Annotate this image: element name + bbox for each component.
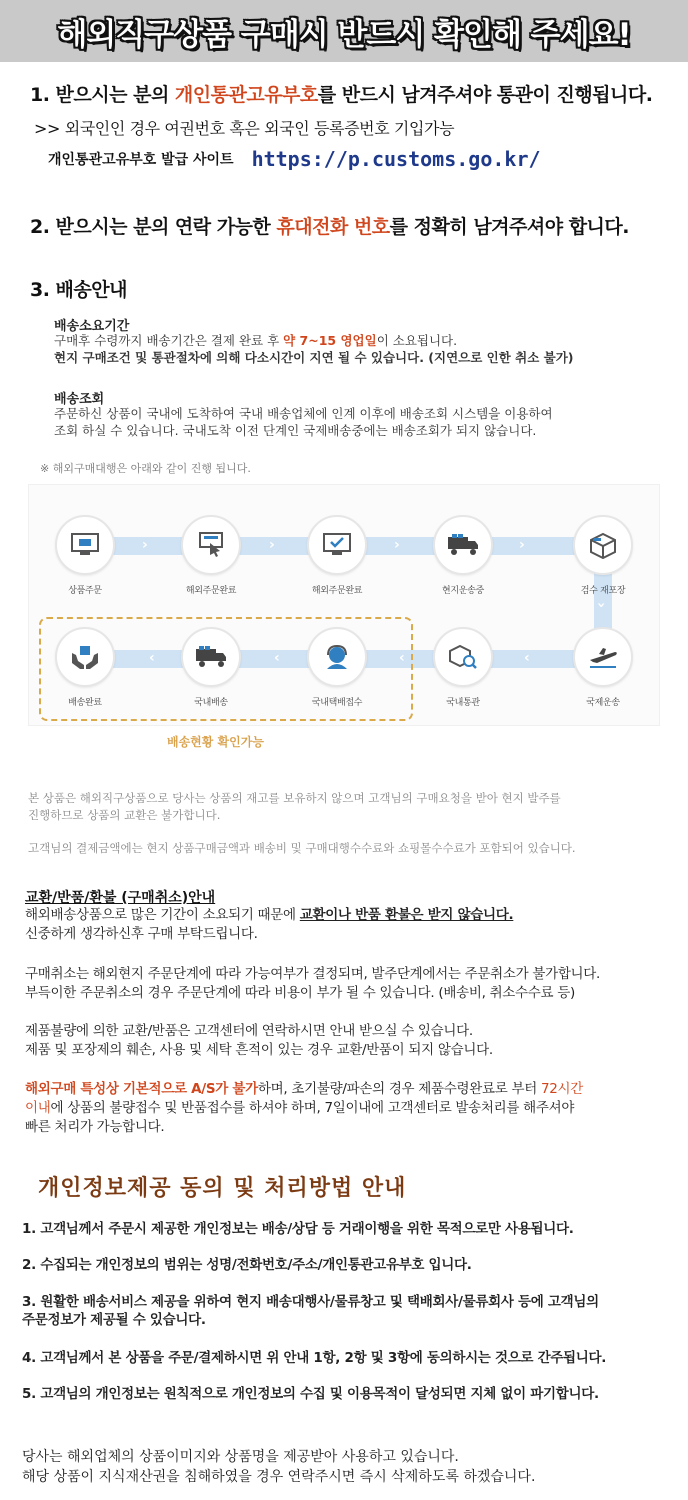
flow-step-local-transit: [421, 515, 505, 596]
exchange-p3-line2: 제품 및 포장제의 훼손, 사용 및 세탁 흔적이 있는 경우 교환/반품이 되지 않습니다.: [25, 1042, 493, 1058]
truck-icon: [194, 645, 228, 669]
flow-step-domestic-delivery: [169, 627, 253, 708]
exchange-title: 교환/반품/환불 (구매취소)안내: [25, 890, 216, 906]
flow-step-order: [43, 515, 127, 596]
privacy-item-3-line1: 3. 원활한 배송서비스 제공을 위하여 현지 배송대행사/물류창고 및 택배회사/물류회사 등에 고객님의: [22, 1294, 599, 1310]
tracking-line1: 주문하신 상품이 국내에 도착하여 국내 배송업체에 인계 이후에 배송조회 시스템을 이용하여: [54, 406, 553, 421]
box-search-icon: [448, 643, 478, 671]
customs-site-row: [48, 147, 541, 171]
section2-highlight: 휴대전화 번호: [276, 216, 390, 238]
chevron-left-icon: ‹: [149, 650, 155, 666]
flow-step-delivered: [43, 627, 127, 708]
chevron-right-icon: ›: [142, 537, 148, 553]
note-line3: 고객님의 결제금액에는 현지 상품구매금액과 배송비 및 구매대행수수료와 쇼핑몰수수료가 포함되어 있습니다.: [28, 841, 576, 855]
flow-step-label: 검수 재포장: [580, 586, 626, 596]
top-banner: [0, 0, 688, 62]
exchange-p4-line2-post: 에 상품의 불량접수 및 반품접수를 하셔야 하며, 7일이내에 고객센터로 발송처리를 해주셔야: [50, 1100, 575, 1116]
chevron-right-icon: ›: [269, 537, 275, 553]
section1-heading: [30, 80, 652, 107]
period-line1: [54, 332, 457, 349]
flow-step-label: 배송완료: [68, 698, 102, 708]
tap-device-icon: [196, 531, 226, 559]
privacy-item-3-line2: 주문정보가 제공될 수 있습니다.: [22, 1312, 206, 1328]
exchange-p4-line2: [25, 1099, 574, 1117]
process-note: ※ 해외구매대행은 아래와 같이 진행 됩니다.: [40, 462, 251, 475]
truck-icon: [446, 533, 480, 557]
monitor-check-icon: [322, 532, 352, 558]
period-title: 배송소요기간: [54, 319, 130, 334]
section2-heading: [30, 212, 629, 239]
chevron-right-icon: ›: [519, 537, 525, 553]
chevron-down-icon: ›: [592, 602, 609, 608]
period-line1-highlight: 약 7~15 영업일: [283, 333, 377, 348]
airplane-icon: [587, 644, 619, 670]
headset-agent-icon: [322, 643, 352, 671]
exchange-p3-line1: 제품불량에 의한 교환/반품은 고객센터에 연락하시면 안내 받으실 수 있습니다.: [25, 1023, 473, 1039]
process-flow-diagram: [28, 484, 660, 726]
section1-sub: >> 외국인인 경우 여권번호 혹은 외국인 등록증번호 기입가능: [34, 119, 455, 138]
section2-pre: 2. 받으시는 분의 연락 가능한: [30, 216, 277, 238]
section3-heading: 3. 배송안내: [30, 279, 127, 301]
tracking-line2: 조회 하실 수 있습니다. 국내도착 이전 단계인 국제배송중에는 배송조회가 되지 않습니다.: [54, 423, 537, 438]
exchange-p2-line1: 구매취소는 해외현지 주문단계에 따라 가능여부가 결정되며, 발주단계에서는 주문취소가 불가합니다.: [25, 966, 601, 982]
chevron-right-icon: ›: [394, 537, 400, 553]
flow-step-courier-receipt: [295, 627, 379, 708]
privacy-item-4: 4. 고객님께서 본 상품을 주문/결제하시면 위 안내 1항, 2항 및 3항에 동의하시는 것으로 간주됩니다.: [22, 1350, 607, 1366]
note-line2: 진행하므로 상품의 교환은 불가합니다.: [28, 808, 221, 822]
flow-step-international: [561, 627, 645, 708]
chevron-left-icon: ‹: [524, 650, 530, 666]
section1-post: 를 반드시 남겨주셔야 통관이 진행됩니다.: [317, 84, 653, 106]
flow-step-inspect-repack: [561, 515, 645, 596]
exchange-p1-line2: 신중하게 생각하신후 구매 부탁드립니다.: [25, 926, 258, 942]
flow-step-customs: [421, 627, 505, 708]
section2-post: 를 정확히 남겨주셔야 합니다.: [389, 216, 629, 238]
note-line1: 본 상품은 해외직구상품으로 당사는 상품의 재고를 보유하지 않으며 고객님의 구매요청을 받아 현지 발주를: [28, 791, 561, 805]
footer-line2: 해당 상품이 지식재산권을 침해하였을 경우 연락주시면 즉시 삭제하도록 하겠습니다.: [22, 1469, 536, 1485]
tracking-title: 배송조회: [54, 392, 105, 407]
exchange-p4-highlight3: 이내: [25, 1100, 51, 1116]
flow-step-label: 해외주문완료: [311, 586, 363, 596]
flow-step-overseas-order: [169, 515, 253, 596]
exchange-p4-line3: 빠른 처리가 가능합니다.: [25, 1119, 165, 1135]
exchange-p1-pre: 해외배송상품으로 많은 기간이 소요되기 때문에: [25, 907, 300, 923]
exchange-p1-underline: 교환이나 반품 환불은 받지 않습니다.: [299, 907, 514, 923]
footer-line1: 당사는 해외업체의 상품이미지와 상품명을 제공받아 사용하고 있습니다.: [22, 1449, 459, 1465]
flow-step-label: 해외주문완료: [185, 586, 237, 596]
exchange-p1-line1: [25, 906, 513, 924]
flow-step-overseas-complete: [295, 515, 379, 596]
period-line1-post: 이 소요됩니다.: [376, 333, 458, 348]
flow-step-label: 국내통관: [446, 698, 480, 708]
flow-step-label: 국내택배접수: [311, 698, 363, 708]
site-url-link[interactable]: https://p.customs.go.kr/: [251, 147, 541, 171]
chevron-left-icon: ‹: [274, 650, 280, 666]
period-line1-pre: 구매후 수령까지 배송기간은 결제 완료 후: [54, 333, 284, 348]
privacy-item-5: 5. 고객님의 개인정보는 원칙적으로 개인정보의 수집 및 이용목적이 달성되면 지체 없이 파기합니다.: [22, 1386, 599, 1402]
tracking-available-label: 배송현황 확인가능: [167, 735, 264, 749]
exchange-p4-mid: 하며, 초기불량/파손의 경우 제품수령완료로 부터: [257, 1081, 541, 1097]
privacy-title: 개인정보제공 동의 및 처리방법 안내: [38, 1176, 407, 1201]
privacy-item-1: 1. 고객님께서 주문시 제공한 개인정보는 배송/상담 등 거래이행을 위한 목적으로만 사용됩니다.: [22, 1221, 574, 1237]
flow-step-label: 국제운송: [586, 698, 620, 708]
exchange-p4-highlight: 해외구매 특성상 기본적으로 A/S가 불가: [25, 1081, 258, 1097]
flow-step-label: 국내배송: [194, 698, 228, 708]
period-line2: 현지 구매조건 및 통관절차에 의해 다소시간이 지연 될 수 있습니다. (지연으로 인한 취소 불가): [54, 350, 574, 365]
flow-step-label: 상품주문: [68, 586, 102, 596]
site-label: 개인통관고유부호 발급 사이트: [48, 152, 234, 168]
privacy-item-2: 2. 수집되는 개인정보의 범위는 성명/전화번호/주소/개인통관고유부호 입니다.: [22, 1257, 472, 1273]
monitor-cart-icon: [70, 532, 100, 558]
exchange-p4-line1: [25, 1080, 583, 1098]
exchange-p2-line2: 부득이한 주문취소의 경우 주문단계에 따라 비용이 부가 될 수 있습니다. (배송비, 취소수수료 등): [25, 985, 575, 1001]
chevron-left-icon: ‹: [399, 650, 405, 666]
exchange-p4-highlight2: 72시간: [540, 1081, 583, 1097]
banner-title: 해외직구상품 구매시 반드시 확인해 주세요!: [57, 16, 631, 53]
section1-highlight: 개인통관고유부호: [174, 84, 318, 106]
flow-step-label: 현지운송중: [442, 586, 484, 596]
section1-pre: 1. 받으시는 분의: [30, 84, 175, 106]
box-icon: [588, 531, 618, 559]
hands-box-icon: [70, 643, 100, 671]
